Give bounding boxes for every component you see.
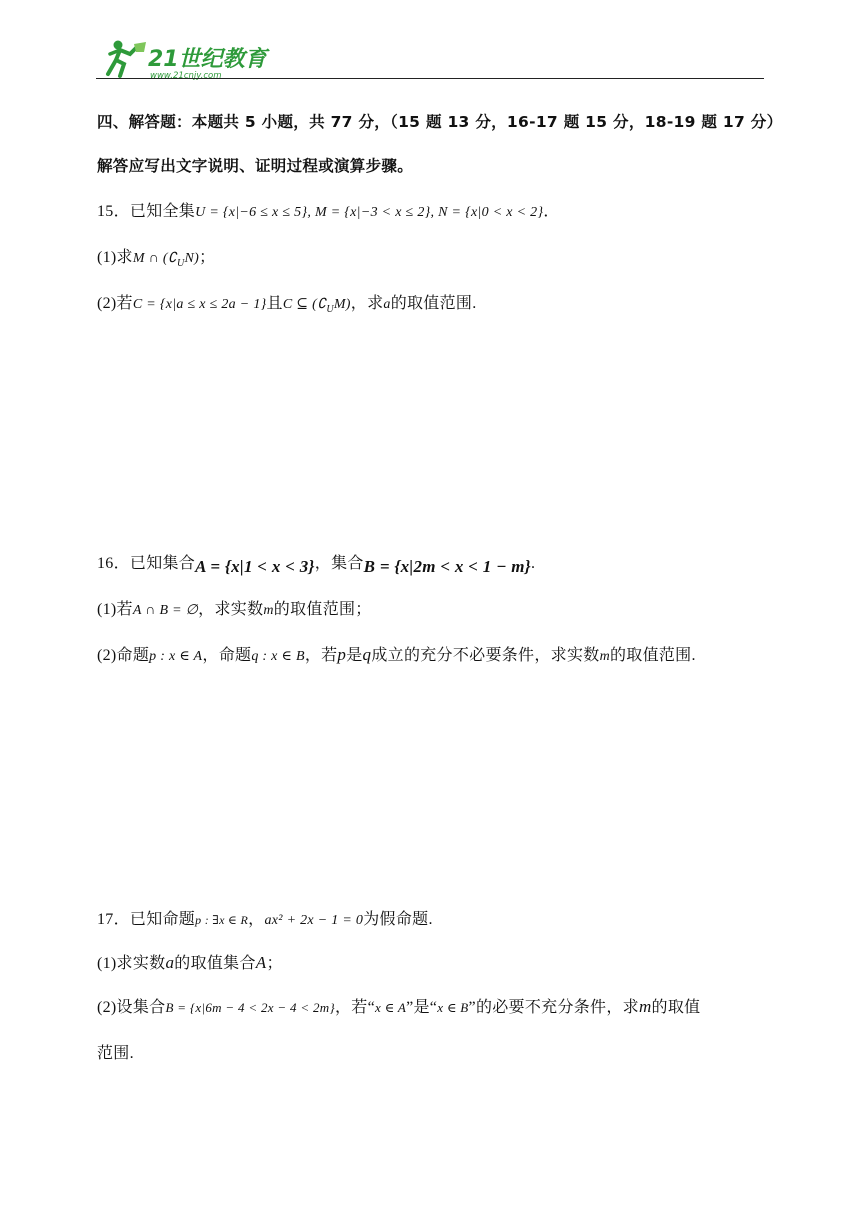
punctuation: ；	[199, 249, 216, 266]
question-16-stem	[97, 550, 536, 576]
question-text: 且	[266, 295, 283, 312]
math-expr: C ⊆ (∁	[282, 297, 327, 312]
logo-url: www.21cnjy.com	[150, 71, 222, 81]
math-subscript: U	[177, 258, 185, 270]
question-text: 是	[346, 647, 363, 664]
question-text: 已知命题	[129, 911, 196, 928]
part-label: (2)命题	[97, 647, 150, 664]
question-text: ，若	[304, 647, 338, 664]
site-logo	[96, 36, 276, 82]
question-16-part-2	[97, 642, 696, 665]
punctuation: .	[531, 555, 536, 572]
math-expr: p : x ∈ A	[149, 649, 203, 664]
question-17-part-2-continued: 范围.	[97, 1045, 134, 1062]
math-expr: ax² + 2x − 1 = 0	[264, 913, 364, 928]
question-17-part-1	[97, 950, 283, 973]
question-number: 15．	[97, 203, 130, 220]
punctuation: ，	[248, 911, 265, 928]
punctuation: ；	[266, 955, 283, 972]
math-var: a	[383, 297, 391, 312]
question-16-part-1	[97, 596, 372, 619]
math-var: m	[638, 997, 652, 1016]
math-expr: N)	[184, 251, 200, 266]
question-text: 的取值范围；	[273, 601, 372, 618]
question-text: 已知全集	[129, 203, 196, 220]
question-15-stem	[97, 198, 560, 221]
math-var: a	[165, 953, 175, 972]
question-text: ”是“	[406, 999, 438, 1016]
question-text: ，若“	[334, 999, 375, 1016]
math-set-a: A = {x|1 < x < 3}	[195, 557, 315, 576]
section-instruction: 解答应写出文字说明、证明过程或演算步骤。	[97, 157, 414, 175]
part-label: (2)若	[97, 295, 133, 312]
question-text: 的取值范围.	[609, 647, 696, 664]
math-subscript: U	[326, 304, 334, 316]
math-expr: x ∈ B	[437, 1000, 469, 1015]
math-sets: U = {x|−6 ≤ x ≤ 5}, M = {x|−3 < x ≤ 2}, N = {x|0 < x < 2}	[195, 205, 544, 220]
math-var: p	[337, 645, 347, 664]
question-text: ，命题	[202, 647, 252, 664]
part-label: (2)设集合	[97, 999, 166, 1016]
math-var: q	[362, 645, 372, 664]
logo-text: 21世纪教育	[148, 47, 267, 72]
header-divider	[96, 78, 764, 79]
part-label: (1)若	[97, 601, 133, 618]
math-set-b: B = {x|2m < x < 1 − m}	[363, 557, 531, 576]
math-expr: p : ∃x ∈ R	[195, 913, 249, 927]
question-text: 的取值范围.	[390, 295, 477, 312]
math-expr: B = {x|6m − 4 < 2x − 4 < 2m}	[165, 1000, 335, 1015]
math-var: m	[263, 603, 274, 618]
question-15-part-2	[97, 290, 477, 315]
part-label: (1)求	[97, 249, 133, 266]
math-expr: q : x ∈ B	[251, 649, 305, 664]
question-17-part-2	[97, 994, 700, 1017]
part-label: (1)求实数	[97, 955, 166, 972]
question-number: 16．	[97, 555, 130, 572]
question-text: 成立的充分不必要条件，求实数	[371, 647, 600, 664]
question-text: 已知集合	[129, 555, 196, 572]
question-17-stem	[97, 906, 433, 929]
question-number: 17．	[97, 911, 130, 928]
runner-icon	[108, 41, 146, 77]
question-text: ，求实数	[198, 601, 264, 618]
question-text: ，集合	[314, 555, 364, 572]
question-text: 的取值集合	[174, 955, 256, 972]
question-text: 的取值	[651, 999, 701, 1016]
math-expr: M)	[333, 297, 351, 312]
math-expr: M ∩ (∁	[132, 251, 178, 266]
question-text: ”的必要不充分条件，求	[468, 999, 639, 1016]
question-text: ，求	[350, 295, 384, 312]
math-expr: x ∈ A	[374, 1000, 407, 1015]
question-text: 为假命题.	[363, 911, 433, 928]
section-heading: 四、解答题：本题共 5 小题，共 77 分，（15 题 13 分，16-17 题 15 分，18-19 题 17 分）	[97, 113, 783, 131]
punctuation: ．	[543, 203, 560, 220]
math-expr: C = {x|a ≤ x ≤ 2a − 1}	[132, 297, 267, 312]
question-15-part-1	[97, 244, 215, 269]
math-var: A	[255, 953, 267, 972]
math-expr: A ∩ B = ∅	[132, 603, 199, 618]
math-var: m	[599, 649, 610, 664]
